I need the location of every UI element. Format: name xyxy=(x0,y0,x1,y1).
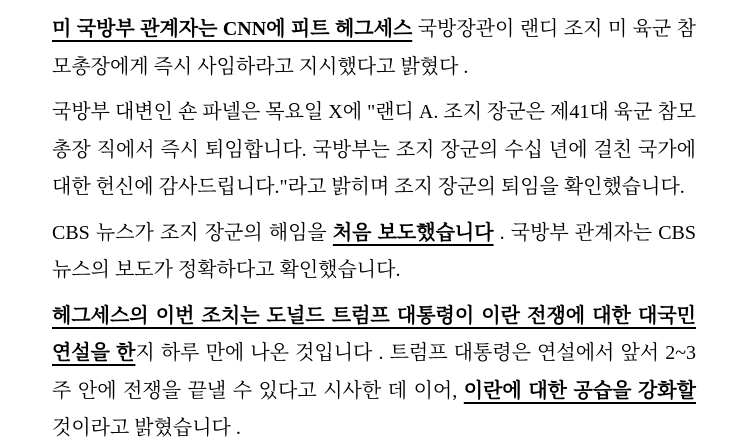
link-text[interactable]: 이란에 대한 공습을 강화할 xyxy=(463,379,696,402)
paragraph xyxy=(52,215,696,290)
text-segment: . 국방부 관계자는 CBS 뉴스의 보도가 정확하다고 확인했습니다. xyxy=(52,221,696,281)
link-text[interactable]: 헤그세스의 이번 조치는 도널드 트럼프 대통령이 이란 전쟁에 대한 대국민 연설을 한 xyxy=(52,304,696,364)
text-segment: 것이라고 밝혔습니다 . xyxy=(52,417,241,439)
text-segment: CBS 뉴스가 조지 장군의 해임을 xyxy=(52,221,333,244)
paragraph-list xyxy=(52,11,696,448)
paragraph xyxy=(52,94,696,207)
link-text[interactable]: 미 국방부 관계자는 CNN에 피트 헤그세스 xyxy=(52,18,413,40)
link-text[interactable]: 처음 보도했습니다 xyxy=(332,221,494,244)
text-segment: 국방부 대변인 숀 파넬은 목요일 X에 "랜디 A. 조지 장군은 제41대 육군 참모총장 직에서 즉시 퇴임합니다. 국방부는 조지 장군의 수십 년에 걸친 국가에 대한 헌신에 감사드립니다."라고 밝히며 조지 장군의 퇴임을 확인했습니다. xyxy=(52,101,696,198)
paragraph xyxy=(52,298,696,448)
text-segment: 지 하루 만에 나온 것입니다 . 트럼프 대통령은 연설에서 앞서 2~3주 안에 전쟁을 끝낼 수 있다고 시사한 데 이어, xyxy=(52,342,697,402)
text-segment: 국방장관이 랜디 조지 미 육군 참모총장에게 즉시 사임하라고 지시했다고 밝혔다 . xyxy=(52,18,696,78)
paragraph xyxy=(52,11,696,86)
